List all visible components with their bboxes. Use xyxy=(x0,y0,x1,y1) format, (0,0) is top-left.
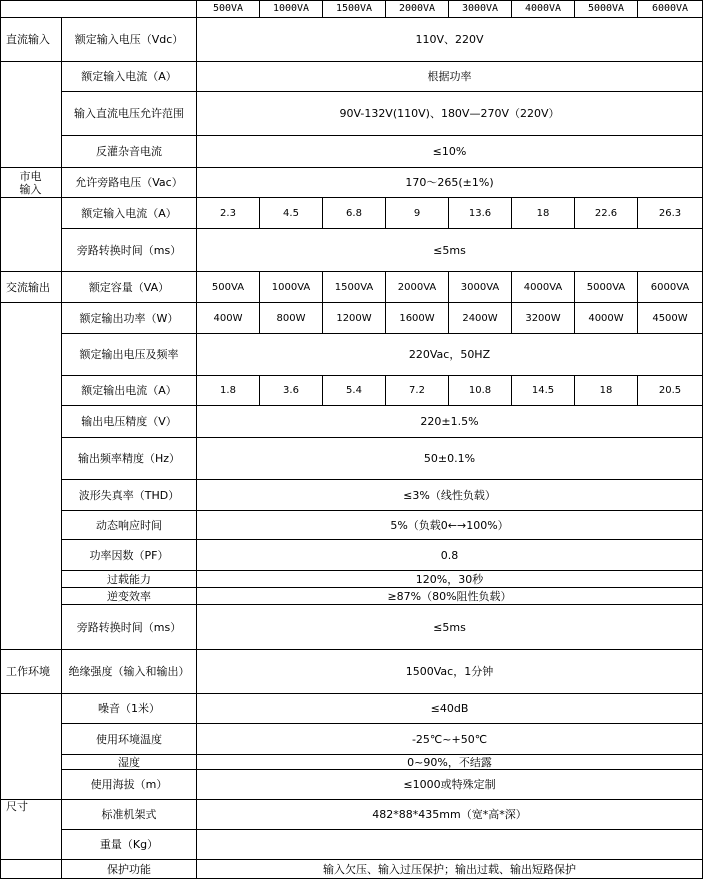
value-rated-input-current-dc: 根据功率 xyxy=(197,62,703,92)
value-rated-capacity: 5000VA xyxy=(575,272,638,303)
value-reverse-noise-current: ≤10% xyxy=(197,136,703,168)
value-rated-input-current-ac: 4.5 xyxy=(260,198,323,229)
section-spacer xyxy=(0,198,62,272)
header-blank xyxy=(0,0,197,18)
label-noise: 噪音（1米） xyxy=(62,694,197,724)
label-bypass-transfer-time-2: 旁路转换时间（ms） xyxy=(62,605,197,650)
value-rated-output-power: 4000W xyxy=(575,303,638,334)
value-rated-output-current: 1.8 xyxy=(197,376,260,406)
value-rated-output-power: 2400W xyxy=(449,303,512,334)
header-capacity: 5000VA xyxy=(575,0,638,18)
value-rated-input-current-ac: 26.3 xyxy=(638,198,703,229)
value-rated-input-current-ac: 2.3 xyxy=(197,198,260,229)
value-rated-output-current: 18 xyxy=(575,376,638,406)
value-rated-output-power: 1600W xyxy=(386,303,449,334)
label-output-voltage-accuracy: 输出电压精度（V） xyxy=(62,406,197,438)
label-rack-size: 标准机架式 xyxy=(62,800,197,830)
section-ac-output: 交流输出 xyxy=(0,272,62,303)
value-rated-capacity: 1500VA xyxy=(323,272,386,303)
label-dynamic-response: 动态响应时间 xyxy=(62,511,197,540)
value-rated-output-power: 1200W xyxy=(323,303,386,334)
label-temperature: 使用环境温度 xyxy=(62,724,197,755)
value-rated-output-power: 4500W xyxy=(638,303,703,334)
label-rated-output-current: 额定输出电流（A） xyxy=(62,376,197,406)
value-rated-capacity: 1000VA xyxy=(260,272,323,303)
value-rated-output-voltage-freq: 220Vac，50HZ xyxy=(197,334,703,376)
section-spacer xyxy=(0,694,62,800)
value-rated-output-power: 3200W xyxy=(512,303,575,334)
label-input-dc-range: 输入直流电压允许范围 xyxy=(62,92,197,136)
value-rated-input-voltage: 110V、220V xyxy=(197,18,703,62)
label-power-factor: 功率因数（PF） xyxy=(62,540,197,571)
section-spacer xyxy=(0,860,62,879)
label-altitude: 使用海拔（m） xyxy=(62,770,197,800)
value-output-voltage-accuracy: 220±1.5% xyxy=(197,406,703,438)
value-rated-output-current: 20.5 xyxy=(638,376,703,406)
value-rated-input-current-ac: 18 xyxy=(512,198,575,229)
header-capacity: 1000VA xyxy=(260,0,323,18)
label-rated-capacity: 额定容量（VA） xyxy=(62,272,197,303)
value-thd: ≤3%（线性负载） xyxy=(197,480,703,511)
header-capacity: 3000VA xyxy=(449,0,512,18)
label-bypass-voltage: 允许旁路电压（Vac） xyxy=(62,168,197,198)
label-overload: 过载能力 xyxy=(62,571,197,588)
value-rated-capacity: 2000VA xyxy=(386,272,449,303)
value-noise: ≤40dB xyxy=(197,694,703,724)
value-rated-output-current: 5.4 xyxy=(323,376,386,406)
value-input-dc-range: 90V-132V(110V)、180V—270V（220V） xyxy=(197,92,703,136)
value-rated-input-current-ac: 9 xyxy=(386,198,449,229)
section-spacer xyxy=(0,303,62,650)
header-capacity: 4000VA xyxy=(512,0,575,18)
label-reverse-noise-current: 反灌杂音电流 xyxy=(62,136,197,168)
value-rated-output-power: 400W xyxy=(197,303,260,334)
value-rated-output-current: 14.5 xyxy=(512,376,575,406)
value-bypass-voltage: 170～265(±1%) xyxy=(197,168,703,198)
value-rated-output-power: 800W xyxy=(260,303,323,334)
value-altitude: ≤1000或特殊定制 xyxy=(197,770,703,800)
header-capacity: 500VA xyxy=(197,0,260,18)
value-rated-output-current: 10.8 xyxy=(449,376,512,406)
value-protection: 输入欠压、输入过压保护；输出过载、输出短路保护 xyxy=(197,860,703,879)
label-thd: 波形失真率（THD） xyxy=(62,480,197,511)
label-rated-input-current-dc: 额定输入电流（A） xyxy=(62,62,197,92)
label-rated-output-voltage-freq: 额定输出电压及频率 xyxy=(62,334,197,376)
value-rated-input-current-ac: 22.6 xyxy=(575,198,638,229)
value-rated-capacity: 6000VA xyxy=(638,272,703,303)
section-environment: 工作环境 xyxy=(0,650,62,694)
label-bypass-transfer-time-1: 旁路转换时间（ms） xyxy=(62,229,197,272)
section-mains-input: 市电 输入 xyxy=(0,168,62,198)
header-capacity: 2000VA xyxy=(386,0,449,18)
value-bypass-transfer-time-2: ≤5ms xyxy=(197,605,703,650)
value-rated-capacity: 500VA xyxy=(197,272,260,303)
label-rated-output-power: 额定输出功率（W） xyxy=(62,303,197,334)
value-rated-input-current-ac: 6.8 xyxy=(323,198,386,229)
value-rack-size: 482*88*435mm（宽*高*深） xyxy=(197,800,703,830)
section-spacer xyxy=(0,62,62,168)
value-inverter-efficiency: ≥87%（80%阻性负载） xyxy=(197,588,703,605)
header-capacity: 6000VA xyxy=(638,0,703,18)
value-humidity: 0~90%，不结露 xyxy=(197,755,703,770)
value-output-freq-accuracy: 50±0.1% xyxy=(197,438,703,480)
value-insulation: 1500Vac，1分钟 xyxy=(197,650,703,694)
value-dynamic-response: 5%（负载0←→100%） xyxy=(197,511,703,540)
value-rated-input-current-ac: 13.6 xyxy=(449,198,512,229)
value-rated-output-current: 7.2 xyxy=(386,376,449,406)
label-output-freq-accuracy: 输出频率精度（Hz） xyxy=(62,438,197,480)
section-dimensions: 尺寸 xyxy=(0,800,62,860)
value-weight xyxy=(197,830,703,860)
value-rated-output-current: 3.6 xyxy=(260,376,323,406)
value-overload: 120%，30秒 xyxy=(197,571,703,588)
label-rated-input-current-ac: 额定输入电流（A） xyxy=(62,198,197,229)
value-power-factor: 0.8 xyxy=(197,540,703,571)
value-rated-capacity: 3000VA xyxy=(449,272,512,303)
label-rated-input-voltage: 额定输入电压（Vdc） xyxy=(62,18,197,62)
section-dc-input: 直流输入 xyxy=(0,18,62,62)
label-inverter-efficiency: 逆变效率 xyxy=(62,588,197,605)
label-protection: 保护功能 xyxy=(62,860,197,879)
header-capacity: 1500VA xyxy=(323,0,386,18)
value-bypass-transfer-time-1: ≤5ms xyxy=(197,229,703,272)
label-humidity: 湿度 xyxy=(62,755,197,770)
value-rated-capacity: 4000VA xyxy=(512,272,575,303)
label-insulation: 绝缘强度（输入和输出） xyxy=(62,650,197,694)
value-temperature: -25℃~+50℃ xyxy=(197,724,703,755)
label-weight: 重量（Kg） xyxy=(62,830,197,860)
